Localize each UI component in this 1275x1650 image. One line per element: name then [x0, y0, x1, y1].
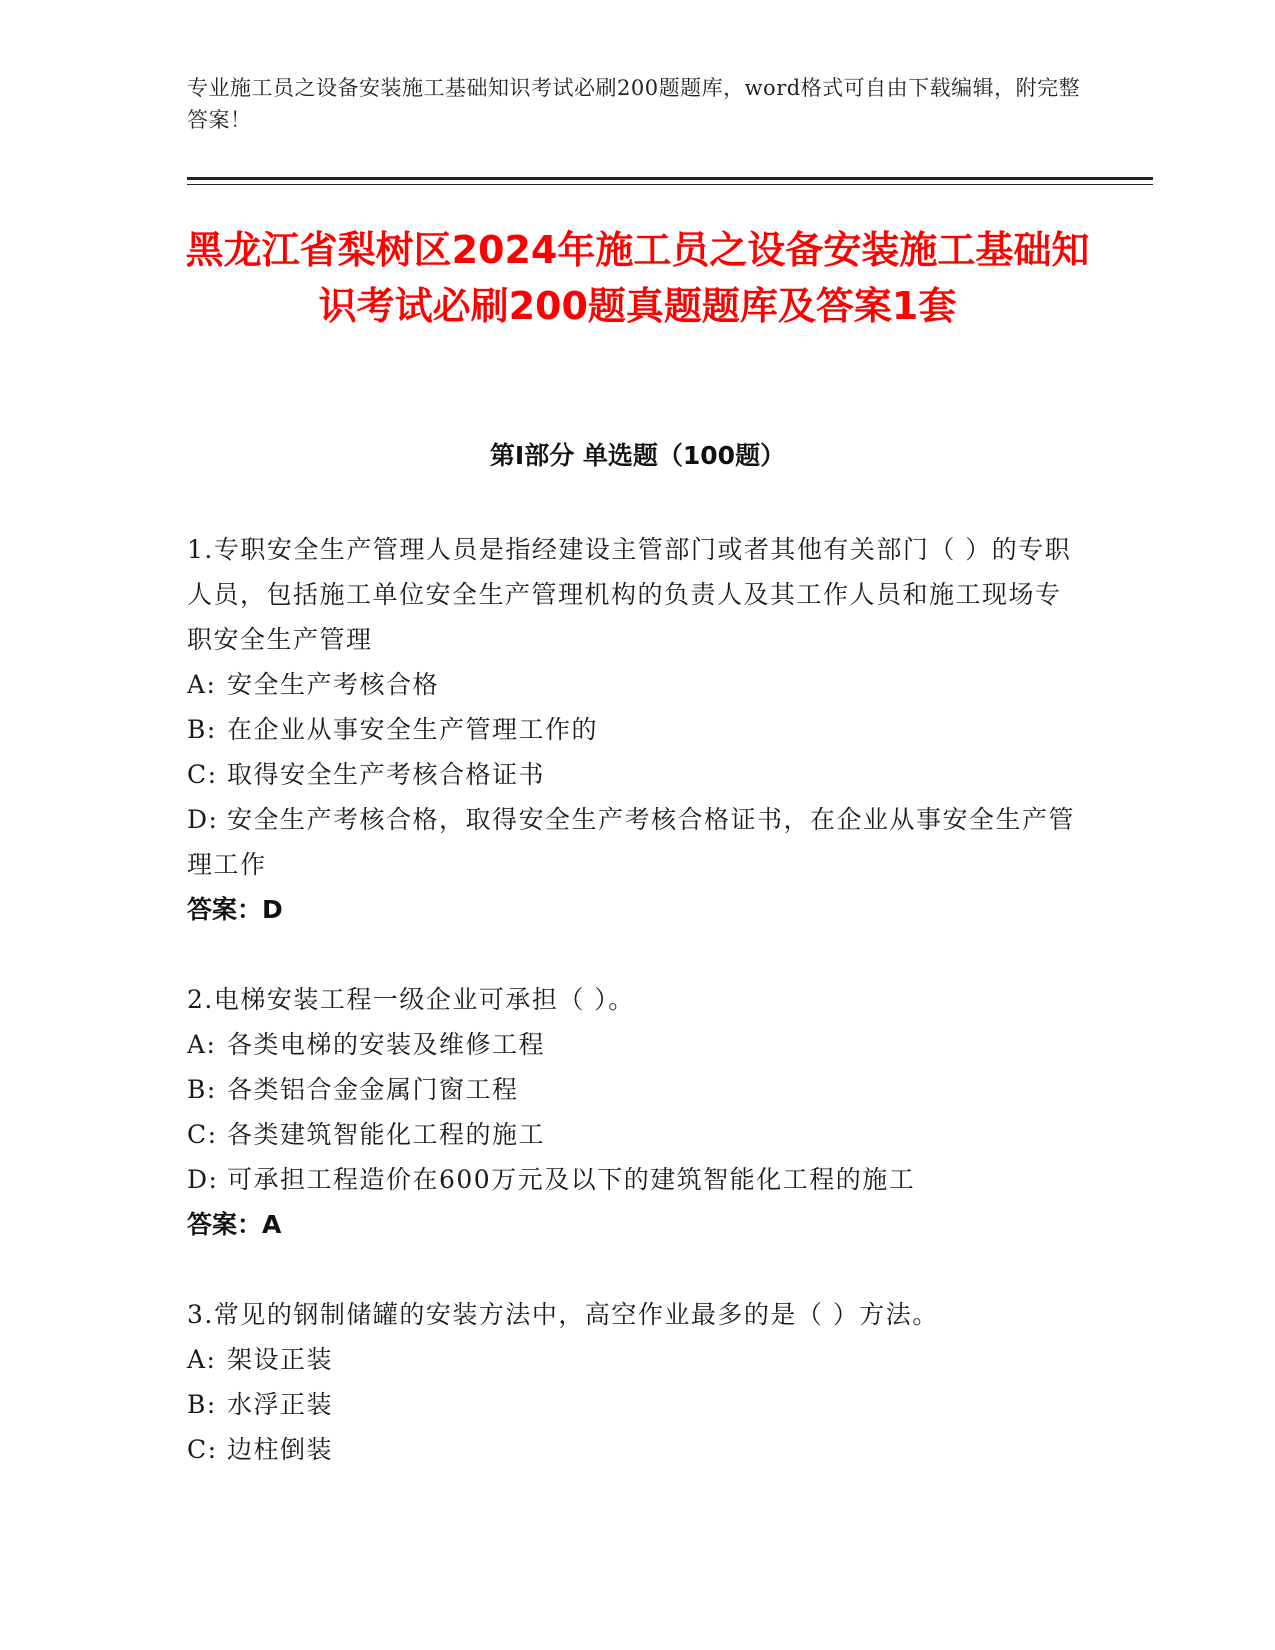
document-title: 黑龙江省梨树区2024年施工员之设备安装施工基础知识考试必刷200题真题题库及答案1套 — [185, 228, 1090, 328]
question-3 — [187, 1292, 1087, 1472]
option-letter: A: — [187, 1345, 217, 1374]
header-divider-thin — [187, 184, 1153, 185]
option-text: 边柱倒装 — [227, 1435, 334, 1464]
option-letter: D: — [187, 1165, 219, 1194]
option-c — [187, 1112, 1087, 1157]
option-d — [187, 1157, 1087, 1202]
option-a — [187, 662, 1087, 707]
question-2 — [187, 977, 1087, 1247]
option-text: 水浮正装 — [227, 1390, 334, 1419]
option-text: 各类铝合金金属门窗工程 — [227, 1075, 519, 1104]
header-note: 专业施工员之设备安装施工基础知识考试必刷200题题库，word格式可自由下载编辑，附完整答案！ — [187, 76, 1081, 132]
option-letter: C: — [187, 1120, 218, 1149]
option-b — [187, 707, 1087, 752]
option-text: 可承担工程造价在600万元及以下的建筑智能化工程的施工 — [227, 1165, 916, 1194]
option-letter: D: — [187, 805, 219, 834]
option-letter: B: — [187, 715, 217, 744]
option-letter: B: — [187, 1390, 217, 1419]
option-c — [187, 1427, 1087, 1472]
option-b — [187, 1382, 1087, 1427]
option-text: 架设正装 — [227, 1345, 334, 1374]
option-a — [187, 1337, 1087, 1382]
header-divider-thick — [187, 177, 1153, 180]
option-text: 安全生产考核合格，取得安全生产考核合格证书，在企业从事安全生产管理工作 — [187, 805, 1076, 879]
option-text: 各类建筑智能化工程的施工 — [227, 1120, 546, 1149]
option-letter: B: — [187, 1075, 217, 1104]
question-stem: 2.电梯安装工程一级企业可承担（ ）。 — [187, 985, 635, 1014]
question-list — [187, 527, 1087, 1517]
option-text: 取得安全生产考核合格证书 — [227, 760, 546, 789]
question-stem: 3.常见的钢制储罐的安装方法中，高空作业最多的是（ ）方法。 — [187, 1300, 939, 1329]
question-1 — [187, 527, 1087, 932]
option-a — [187, 1022, 1087, 1067]
option-text: 各类电梯的安装及维修工程 — [227, 1030, 546, 1059]
option-letter: A: — [187, 670, 217, 699]
option-text: 安全生产考核合格 — [227, 670, 440, 699]
option-text: 在企业从事安全生产管理工作的 — [227, 715, 599, 744]
answer: 答案：D — [187, 895, 283, 924]
option-c — [187, 752, 1087, 797]
option-b — [187, 1067, 1087, 1112]
option-letter: C: — [187, 1435, 218, 1464]
section-heading: 第I部分 单选题（100题） — [489, 441, 786, 470]
option-letter: C: — [187, 760, 218, 789]
answer: 答案：A — [187, 1210, 282, 1239]
option-d — [187, 797, 1087, 887]
question-stem: 1.专职安全生产管理人员是指经建设主管部门或者其他有关部门（ ）的专职人员，包括施工单位安全生产管理机构的负责人及其工作人员和施工现场专职安全生产管理 — [187, 535, 1072, 654]
option-letter: A: — [187, 1030, 217, 1059]
